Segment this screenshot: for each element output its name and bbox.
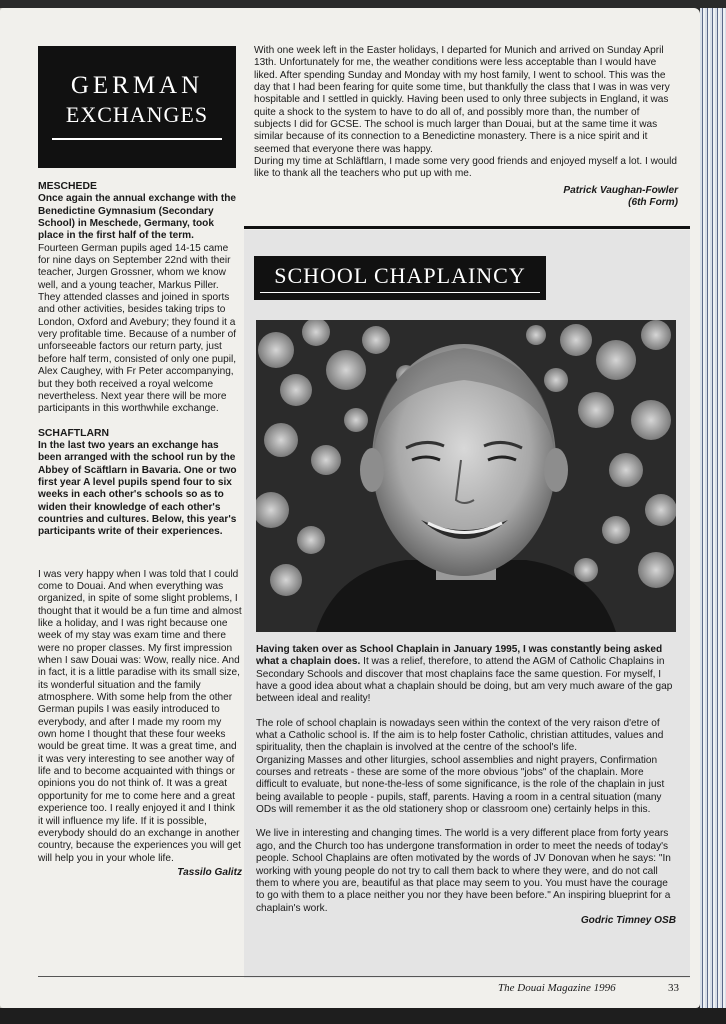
german-exchanges-title <box>38 46 236 168</box>
patrick-signature: Patrick Vaughan-Fowler <box>563 184 678 196</box>
chaplaincy-paragraph-2: The role of school chaplain is nowadays seen within the context of the very raison d'etre of what a Catholic school is. If the aim is to help foster Catholic, christian attitudes, values and spirituality, then the chaplain is involved at the centre of the school's life. <box>256 717 664 754</box>
title-line-2: EXCHANGES <box>65 102 209 127</box>
school-chaplaincy-title <box>254 256 546 300</box>
chaplaincy-lead-bold: Having taken over as School Chaplain in January 1995, I was constantly being asked what a chaplain does. <box>256 644 663 668</box>
schaftlarn-lead: In the last two years an exchange has been arranged with the school run by the Abbey of Scäftlarn in Bavaria. One or two first year A level pupils spend four to six weeks in each other's schools so as to widen their knowledge of each other's countries and cultures. Below, this year's participants write of their experiences. <box>38 439 237 538</box>
chaplaincy-lead <box>256 644 676 706</box>
page-edges <box>700 8 726 1024</box>
schaftlarn-heading: SCHAFTLARN <box>38 427 109 439</box>
chaplain-portrait-image <box>256 320 676 632</box>
left-column <box>38 181 242 879</box>
meschede-body: Fourteen German pupils aged 14-15 came for nine days on September 22nd with their teacher, Jurgen Grossner, whom we know well, and a young teacher, Markus Piller. They attended classes and joined in sports and other activities, besides taking trips to London, Oxford and Avebury; they found it a very profitable time. Because of a number of unforseeable factors our return party, just before half term, consisted of only one pupil, Alex Caughey, with Fr Peter accompanying, but they both received a royal welcome nevertheless. Next year there will be more participants in this worthwhile exchange. <box>38 242 237 415</box>
chaplain-photo <box>256 320 676 632</box>
chaplaincy-signature: Godric Timney OSB <box>580 914 676 926</box>
page-number: 33 <box>668 982 679 994</box>
chaplaincy-column <box>256 644 676 927</box>
section-divider <box>244 226 690 229</box>
tassilo-body: I was very happy when I was told that I could come to Douai. And when everything was organized, in spite of some slight problems, I thought that it would be a fun time and almost like a holiday, and I was right because one week of my stay was exam time and there were no proper classes. My first impression when I saw Douai was: Wow, really nice. And in fact, it is a little paradise with its small size, its wonderful situation and the family atmosphere. With some help from the other German pupils I was easily introduced to everybody, and after I made my room my own home I thought that these four weeks would be great time. It was a great time, and it was very interesting to see another way of life and to become acquainted with things or opinions you do not think of. It was a great opportunity for me to come here and a great experience too. I really enjoyed it and I think it will influence my life. If it is possible, everybody should do an exchange in another country, because the experiences you will get will help you in your whole life. <box>38 568 242 864</box>
chaplaincy-paragraph-4: We live in interesting and changing times. The world is a very different place from forty years ago, and the Church too has undergone transformation in order to meet the needs of today's people. School Chaplains are often motivated by the words of JV Donovan when he says: "In working with young people do not try to call them back to where they were, and do not call them to where you are, beautiful as that place may seem to you. You must have the courage to go with them to a place neither you nor they have been before." An inspiring blueprint for a chaplain's work. <box>256 828 671 914</box>
chaplaincy-paragraph-3: Organizing Masses and other liturgies, school assemblies and night prayers, Confirmation courses and retreats - these are some of the more obvious "jobs" of the chaplain. More difficult to evaluate, but none-the-less of some significance, is the role of the chaplain in just being available to people - pupils, staff, parents. Having a room in a central situation (many ODs will remember it as the old stationery shop or classroom one) certainly helps in this. <box>256 754 665 816</box>
footer-rule <box>38 976 690 977</box>
patrick-form: (6th Form) <box>628 197 678 209</box>
patrick-paragraph-1: With one week left in the Easter holidays, I departed for Munich and arrived on Sunday April 13th. Unfortunately for me, the weather conditions were less acceptable than I would have liked. After spending Sunday and Monday with my host family, I went to school. This was the day that I had been fearing for quite some time, but thankfully the class that I was in was very hospitable and I settled in quickly. Having been used to only three subjects in England, it was quite a shock to the system to have to do all of, and possibly more than, the number of subjects I did for GCSE. The school is much larger than Douai, but at the same time it was similar because of its connection to a Benedictine monastery. There is a nice spirit and it seemed that everyone there was happy. <box>254 45 670 155</box>
chaplaincy-lead-rest: It was a relief, therefore, to attend the AGM of Catholic Chaplains in Secondary Schools and discover that most chaplains face the same question. For myself, I have a good idea about what a chaplain should be doing, but am very much aware of the gap between ideal and reality! <box>256 656 673 705</box>
meschede-heading: MESCHEDE <box>38 181 97 192</box>
title-line-1: GERMAN <box>70 72 204 99</box>
chaplaincy-title-text: SCHOOL CHAPLAINCY <box>274 263 526 288</box>
title-rule <box>52 138 222 140</box>
footer-magazine-title: The Douai Magazine 1996 <box>498 982 616 994</box>
patrick-column <box>254 45 678 209</box>
chaplaincy-title-rule <box>260 292 540 293</box>
patrick-paragraph-2: During my time at Schläftlarn, I made some very good friends and enjoyed myself a lot. I would like to thank all the teachers who put up with me. <box>254 156 678 180</box>
bottom-shadow <box>0 1008 726 1024</box>
meschede-lead: Once again the annual exchange with the Benedictine Gymnasium (Secondary School) in Meschede, Germany, took place in the first half of the term. <box>38 193 236 242</box>
tassilo-signature: Tassilo Galitz <box>177 866 242 878</box>
